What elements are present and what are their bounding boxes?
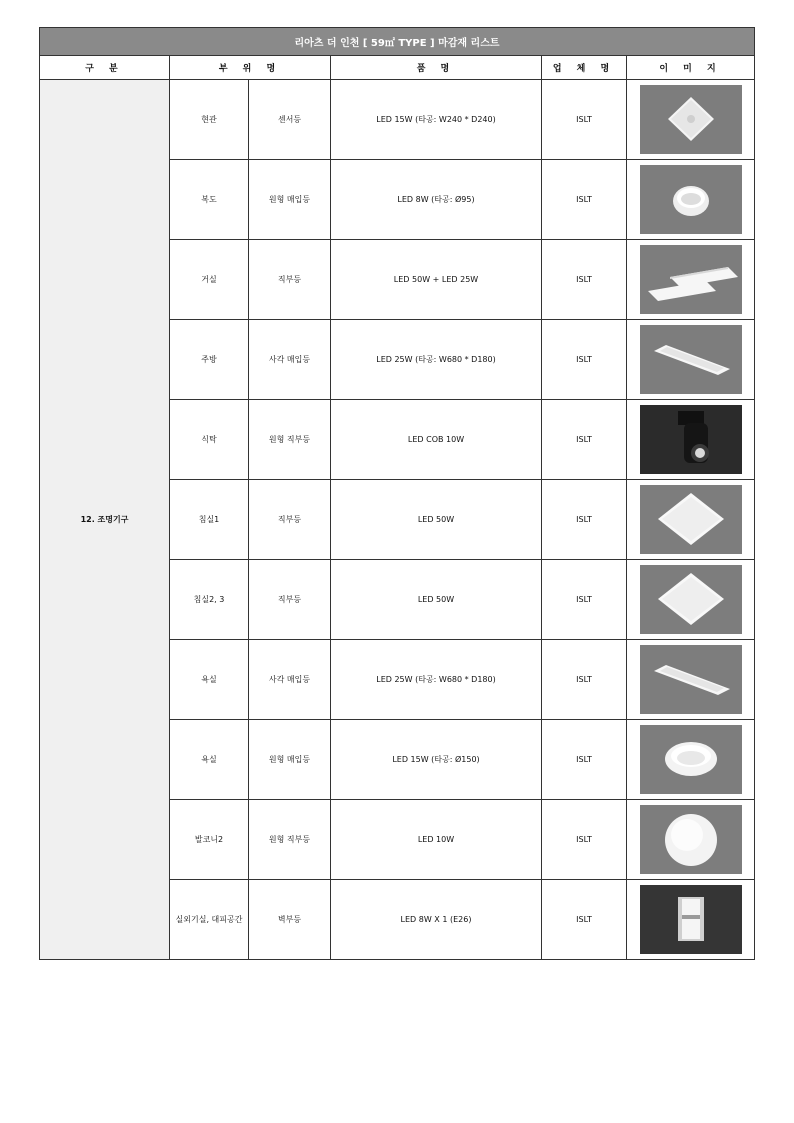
product-cell: LED 15W (타공: W240 * D240) [331,80,542,160]
header-product: 품 명 [331,56,542,80]
lighting-table [39,27,755,960]
header-vendor: 업 체 명 [542,56,627,80]
fixture-type-cell: 직부등 [249,480,331,560]
fixture-type-cell: 센서등 [249,80,331,160]
product-cell: LED 50W [331,480,542,560]
fixture-type-cell: 직부등 [249,560,331,640]
round-downlight-icon [640,165,742,234]
vendor-cell: ISLT [542,720,627,800]
room-cell: 복도 [170,160,249,240]
fixture-type-cell: 원형 매입등 [249,160,331,240]
room-cell: 현관 [170,80,249,160]
vendor-cell: ISLT [542,800,627,880]
product-cell: LED 50W [331,560,542,640]
fixture-type-cell: 사각 매입등 [249,320,331,400]
image-cell [627,320,755,400]
fixture-type-cell: 원형 직부등 [249,800,331,880]
vendor-cell: ISLT [542,160,627,240]
vendor-cell: ISLT [542,320,627,400]
image-cell [627,400,755,480]
room-cell: 거실 [170,240,249,320]
product-cell: LED COB 10W [331,400,542,480]
vendor-cell: ISLT [542,240,627,320]
product-cell: LED 25W (타공: W680 * D180) [331,640,542,720]
room-cell: 식탁 [170,400,249,480]
room-cell: 주방 [170,320,249,400]
fixture-type-cell: 직부등 [249,240,331,320]
fixture-type-cell: 원형 직부등 [249,400,331,480]
fixture-type-cell: 사각 매입등 [249,640,331,720]
product-cell: LED 10W [331,800,542,880]
fixture-type-cell: 벽부등 [249,880,331,960]
round-dome-light-icon [640,805,742,874]
square-panel-light-icon [640,485,742,554]
image-cell [627,800,755,880]
product-cell: LED 8W (타공: Ø95) [331,160,542,240]
header-image: 이 미 지 [627,56,755,80]
double-panel-light-icon [640,245,742,314]
image-cell [627,240,755,320]
room-cell: 침실2, 3 [170,560,249,640]
square-sensor-light-icon [640,85,742,154]
wall-light-icon [640,885,742,954]
sheet-title: 리아츠 더 인천 [ 59㎡ TYPE ] 마감재 리스트 [40,28,755,56]
image-cell [627,560,755,640]
linear-panel-light-icon [640,645,742,714]
image-cell [627,720,755,800]
vendor-cell: ISLT [542,880,627,960]
product-cell: LED 15W (타공: Ø150) [331,720,542,800]
vendor-cell: ISLT [542,80,627,160]
image-cell [627,640,755,720]
header-category: 구 분 [40,56,170,80]
room-cell: 실외기실, 대피공간 [170,880,249,960]
image-cell [627,80,755,160]
finish-list-sheet [39,27,754,960]
room-cell: 침실1 [170,480,249,560]
room-cell: 발코니2 [170,800,249,880]
vendor-cell: ISLT [542,400,627,480]
vendor-cell: ISLT [542,640,627,720]
vendor-cell: ISLT [542,560,627,640]
linear-panel-light-icon [640,325,742,394]
vendor-cell: ISLT [542,480,627,560]
product-cell: LED 50W + LED 25W [331,240,542,320]
round-recessed-light-icon [640,725,742,794]
image-cell [627,160,755,240]
spot-cylinder-light-icon [640,405,742,474]
fixture-type-cell: 원형 매입등 [249,720,331,800]
image-cell [627,880,755,960]
image-cell [627,480,755,560]
header-location: 부 위 명 [170,56,331,80]
product-cell: LED 8W X 1 (E26) [331,880,542,960]
category-cell: 12. 조명기구 [40,80,170,960]
room-cell: 욕실 [170,640,249,720]
product-cell: LED 25W (타공: W680 * D180) [331,320,542,400]
table-row [40,80,755,160]
room-cell: 욕실 [170,720,249,800]
square-panel-light-icon [640,565,742,634]
